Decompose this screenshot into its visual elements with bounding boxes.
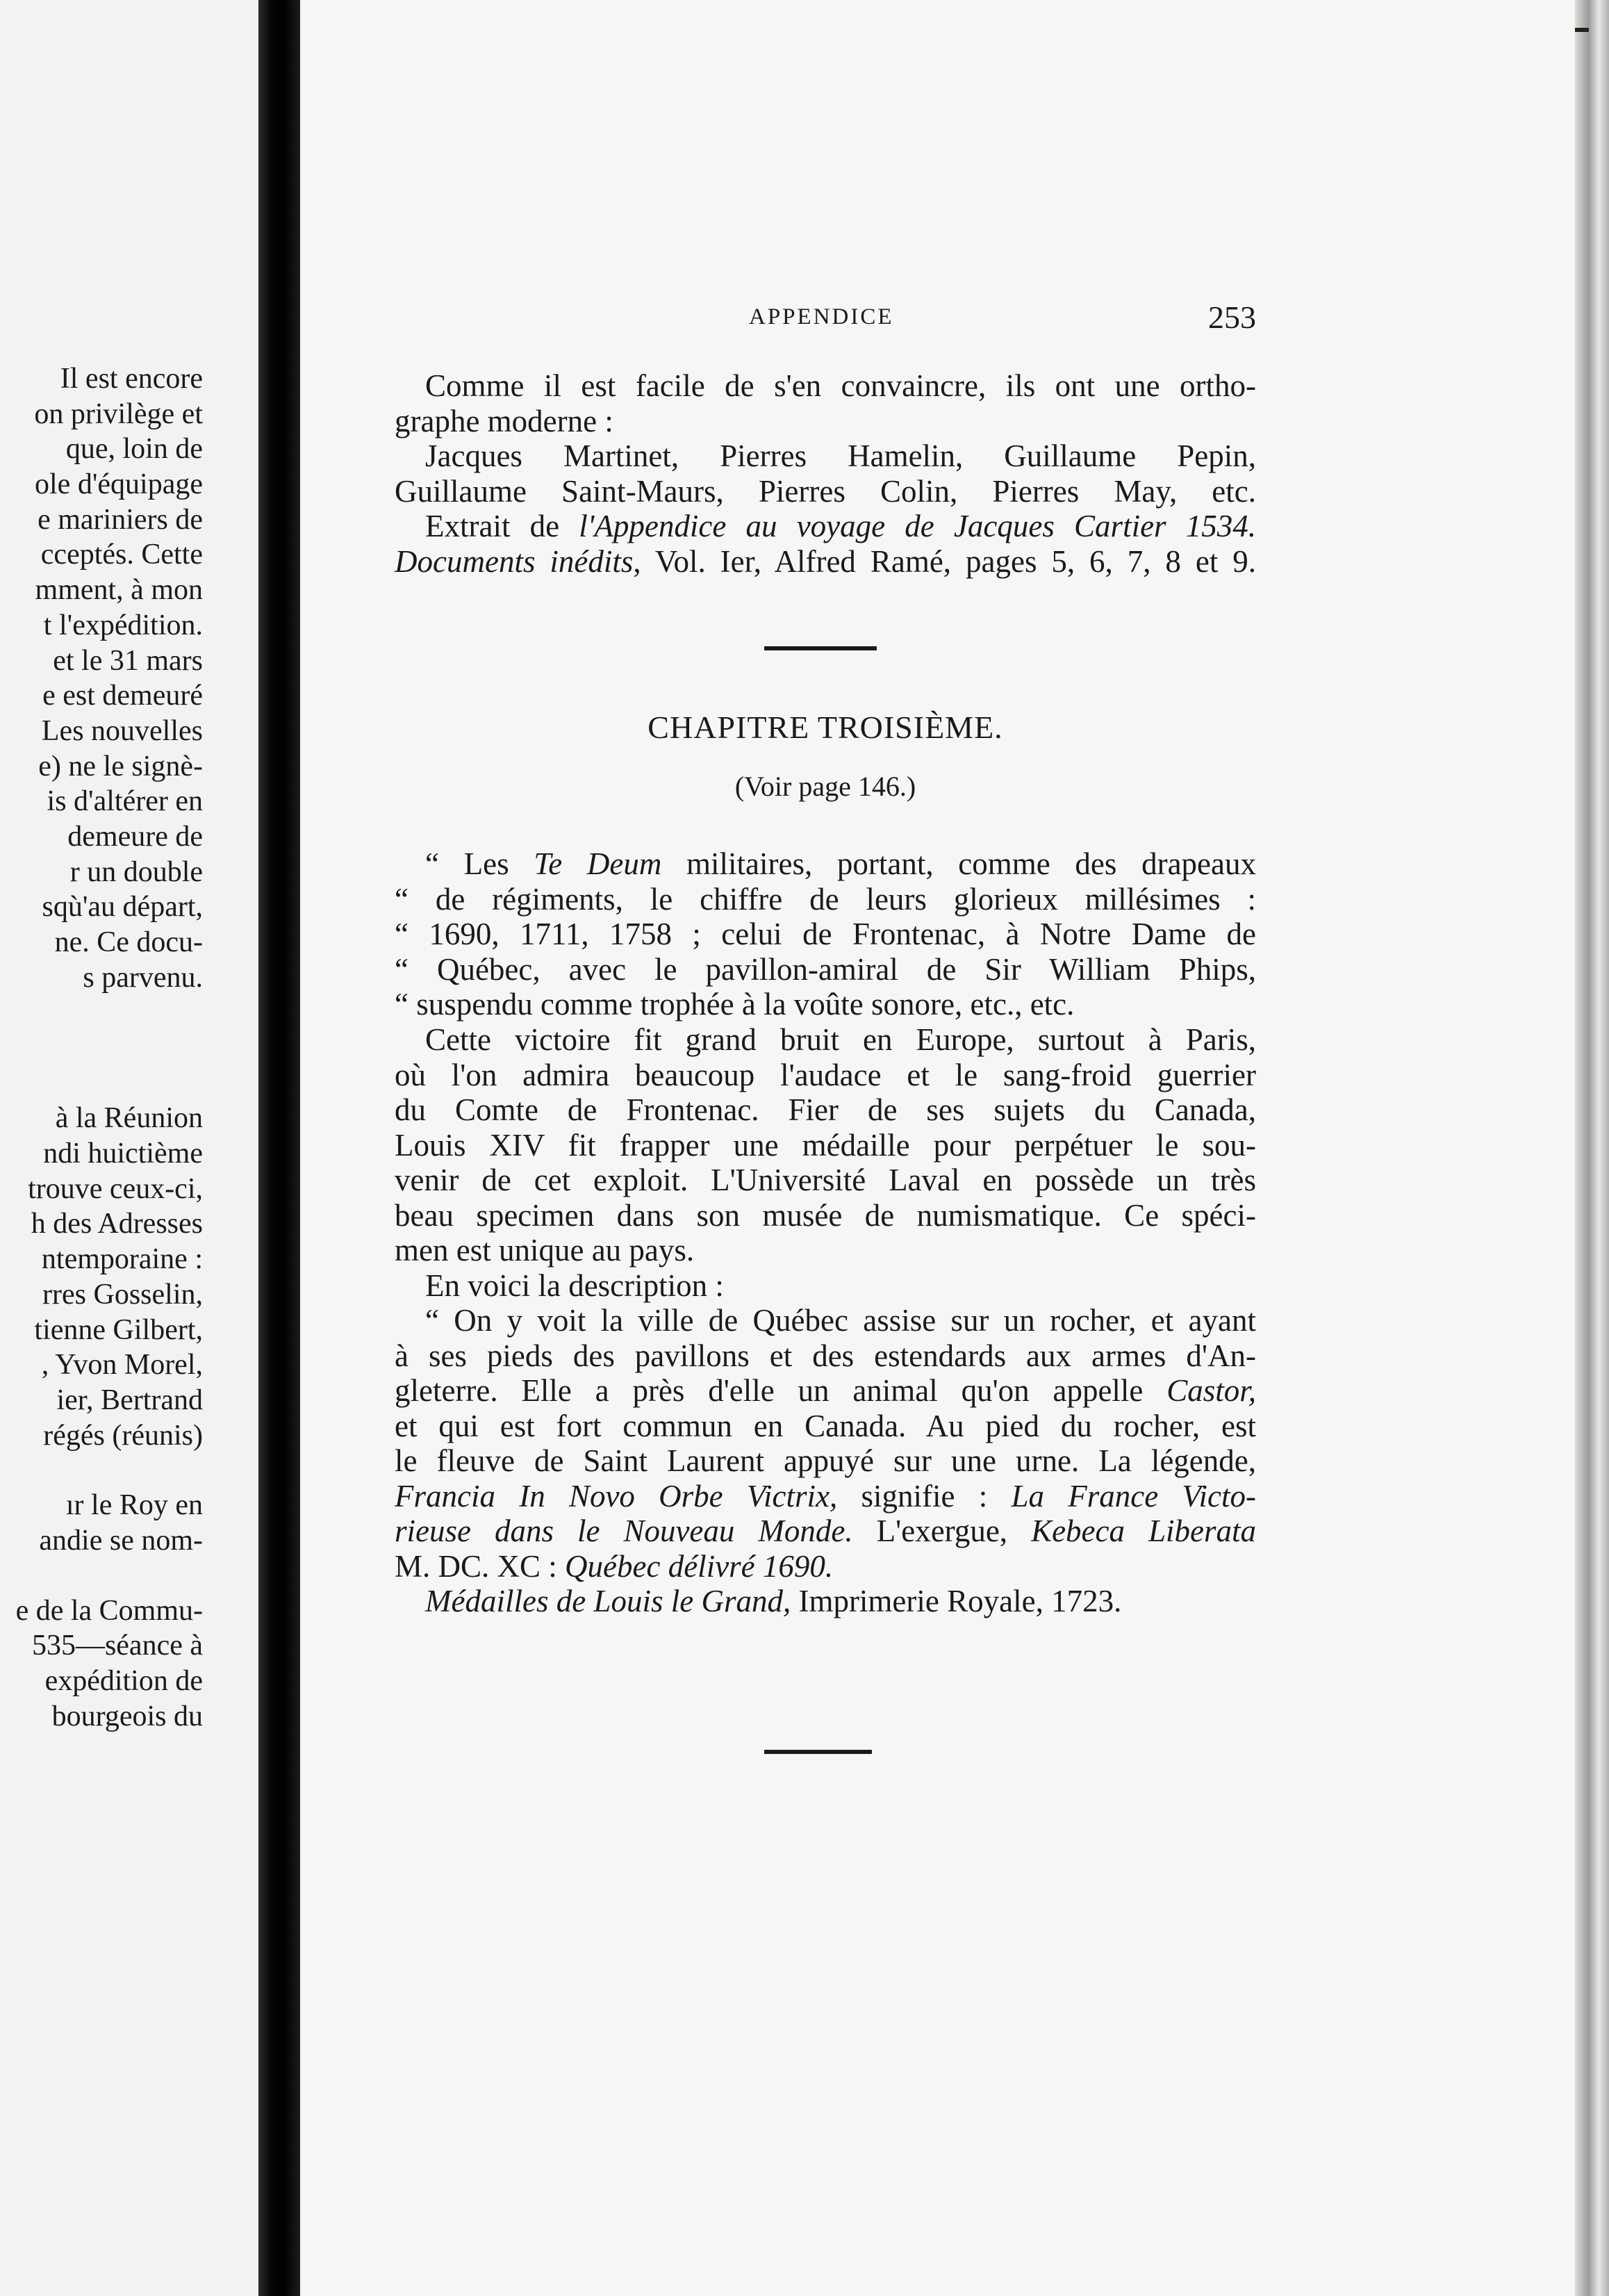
citation-title: Documents inédits	[395, 543, 634, 579]
text-line	[395, 1514, 1256, 1549]
text-line: où l'on admira beaucoup l'audace et le sang-froid guerrier	[395, 1057, 1256, 1092]
text-line: “ de régiments, le chiffre de leurs glorieux millésimes :	[395, 881, 1256, 917]
left-line: cceptés. Cette	[40, 539, 203, 571]
text-run: militaires, portant, comme des drapeaux	[661, 846, 1257, 881]
italic-run: Médailles de Louis le Grand,	[425, 1584, 791, 1618]
text-run: L'exergue,	[852, 1514, 1032, 1548]
left-line: on privilège et	[34, 397, 203, 430]
text-line: beau specimen dans son musée de numismatique. Ce spéci-	[395, 1197, 1256, 1233]
text-line	[395, 509, 1256, 544]
previous-page	[0, 0, 258, 2296]
left-line: ndi huictième	[43, 1138, 203, 1170]
chapter-reference: (Voir page 146.)	[734, 771, 916, 802]
left-line: Les nouvelles	[41, 714, 203, 747]
text-line: En voici la description :	[425, 1268, 724, 1303]
left-line: ntemporaine :	[41, 1243, 203, 1276]
text-run: signifie :	[837, 1478, 1012, 1514]
text-line: Jacques Martinet, Pierres Hamelin, Guillaume Pepin,	[425, 438, 1256, 473]
text-line	[395, 1373, 1256, 1409]
left-line: e de la Commu-	[15, 1594, 203, 1627]
left-line: andie se nom-	[39, 1524, 203, 1557]
left-line: mment, à mon	[35, 574, 203, 607]
italic-run: La France Victo-	[1011, 1478, 1257, 1514]
previous-page-text	[0, 361, 203, 1734]
left-line: , Yvon Morel,	[41, 1349, 203, 1381]
text-run: M. DC. XC :	[395, 1548, 566, 1584]
text-run: Imprimerie Royale, 1723.	[791, 1584, 1122, 1618]
left-line: 535—séance à	[31, 1630, 203, 1662]
text-line	[395, 1584, 1256, 1619]
section-divider	[764, 646, 877, 650]
left-line: rres Gosselin,	[42, 1278, 203, 1311]
left-line: r un double	[69, 855, 203, 888]
left-line: demeure de	[67, 820, 203, 853]
text-run: “ Les	[425, 846, 534, 881]
left-line: à la Réunion	[55, 1102, 203, 1135]
page-edge	[1575, 0, 1609, 2296]
text-line: men est unique au pays.	[395, 1233, 695, 1268]
citation-text: , Vol. Ier, Alfred Ramé, pages 5, 6, 7, 8 et 9.	[633, 543, 1257, 579]
left-line: ier, Bertrand	[56, 1384, 203, 1416]
left-line: Il est encore	[60, 363, 203, 395]
left-line: t l'expédition.	[43, 609, 203, 641]
text-line: et qui est fort commun en Canada. Au pied du rocher, est	[395, 1408, 1256, 1443]
italic-run: Francia In Novo Orbe Victrix,	[395, 1478, 838, 1514]
victory-paragraph	[395, 1022, 1256, 1303]
italic-run: Te Deum	[534, 846, 662, 881]
left-line: que, loin de	[65, 433, 203, 466]
italic-run: Québec délivré 1690.	[565, 1548, 834, 1584]
left-line: et le 31 mars	[53, 644, 203, 677]
text-line: graphe moderne :	[395, 403, 613, 438]
text-line	[395, 544, 1256, 580]
medal-description	[395, 1303, 1256, 1619]
left-line: bourgeois du	[51, 1700, 203, 1732]
text-line	[395, 846, 1256, 882]
text-line: “ suspendu comme trophée à la voûte sonore, etc., etc.	[395, 987, 1075, 1022]
left-line: ır le Roy en	[65, 1489, 203, 1522]
left-line: e mariniers de	[38, 503, 203, 536]
text-line: à ses pieds des pavillons et des estendards aux armes d'An-	[395, 1338, 1256, 1373]
left-line: is d'altérer en	[47, 785, 203, 818]
intro-paragraph	[395, 368, 1256, 579]
running-head	[395, 299, 1256, 341]
text-line: Louis XIV fit frapper une médaille pour perpétuer le sou-	[395, 1127, 1256, 1163]
left-line: ne. Ce docu-	[54, 926, 203, 958]
text-line: “ Québec, avec le pavillon-amiral de Sir William Phips,	[395, 951, 1256, 987]
left-line: e est demeuré	[42, 680, 203, 712]
text-line	[395, 1549, 1256, 1584]
left-line: trouve ceux-ci,	[28, 1172, 203, 1205]
left-line: régés (réunis)	[43, 1419, 203, 1452]
page-number: 253	[1208, 300, 1256, 335]
text-line: du Comte de Frontenac. Fier de ses sujets du Canada,	[395, 1092, 1256, 1127]
left-line: h des Adresses	[31, 1208, 203, 1240]
text-line: Comme il est facile de s'en convaincre, ils ont une ortho-	[425, 368, 1256, 403]
end-divider	[764, 1750, 872, 1754]
text-line: venir de cet exploit. L'Université Laval en possède un très	[395, 1163, 1256, 1197]
left-line: e) ne le signè-	[38, 750, 203, 782]
running-title: APPENDICE	[749, 304, 894, 329]
left-line: tienne Gilbert,	[34, 1313, 203, 1346]
book-gutter	[258, 0, 300, 2296]
citation-title: l'Appendice au voyage de Jacques Cartier 1534.	[579, 509, 1256, 543]
text-run: gleterre. Elle a près d'elle un animal qu'on appelle	[395, 1373, 1167, 1408]
italic-run: rieuse dans le Nouveau Monde.	[395, 1514, 853, 1548]
left-line: ole d'équipage	[35, 468, 203, 501]
text-line: “ 1690, 1711, 1758 ; celui de Frontenac, à Notre Dame de	[395, 917, 1256, 951]
text-line: Cette victoire fit grand bruit en Europe, surtout à Paris,	[425, 1022, 1256, 1057]
left-line: sqù'au départ,	[42, 891, 203, 924]
chapter-title: CHAPITRE TROISIÈME.	[647, 710, 1003, 745]
italic-run: Kebeca Liberata	[1031, 1514, 1257, 1548]
italic-run: Castor,	[1166, 1373, 1256, 1408]
citation-text: Extrait de	[425, 509, 579, 543]
left-line: expédition de	[44, 1665, 203, 1697]
text-line: le fleuve de Saint Laurent appuyé sur une urne. La légende,	[395, 1443, 1256, 1478]
text-line: Guillaume Saint-Maurs, Pierres Colin, Pierres May, etc.	[395, 473, 1256, 509]
quote-te-deum	[395, 846, 1256, 1022]
text-line	[395, 1479, 1256, 1514]
left-line: s parvenu.	[83, 961, 203, 994]
text-line: “ On y voit la ville de Québec assise sur un rocher, et ayant	[425, 1303, 1256, 1338]
